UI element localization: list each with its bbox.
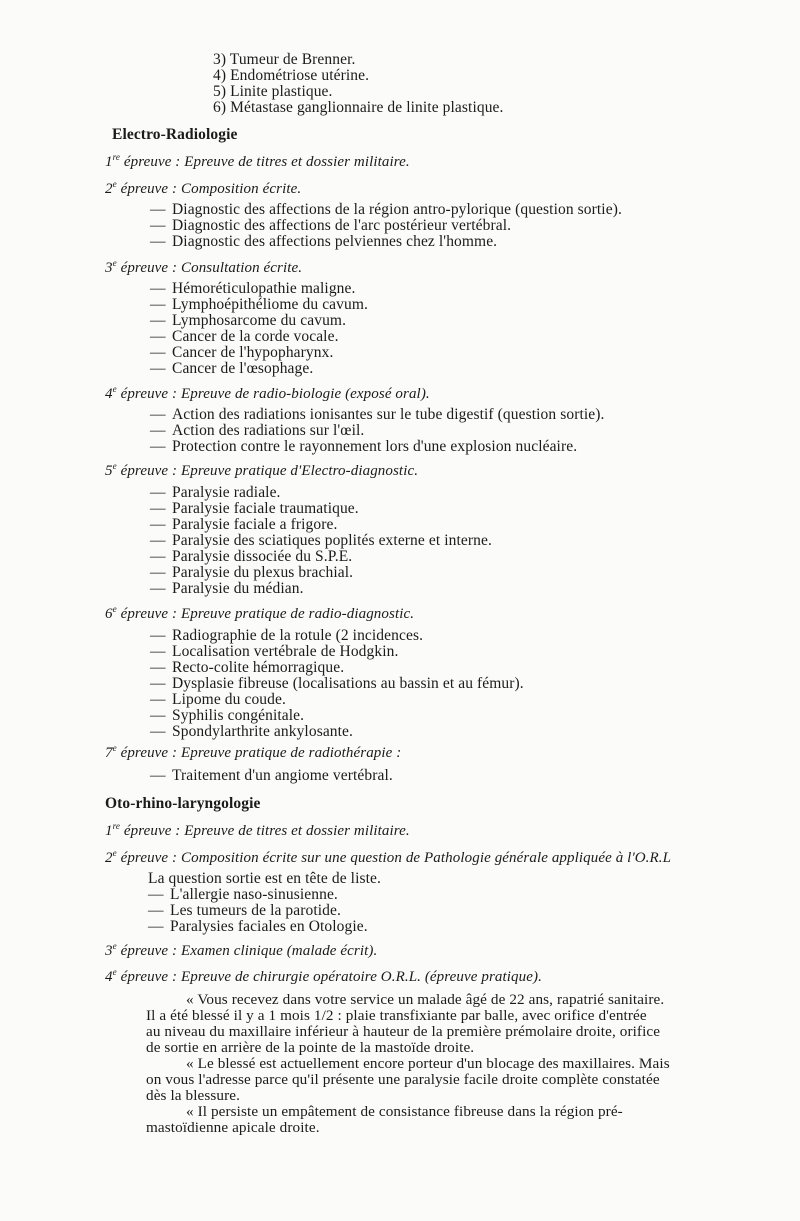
epreuve-num: 4 xyxy=(105,386,113,402)
list-item: — Les tumeurs de la parotide. xyxy=(148,902,341,919)
list-item-metastase: 6) Métastase ganglionnaire de linite plastique. xyxy=(213,99,504,116)
list-item-text: Paralysies faciales en Otologie. xyxy=(170,918,368,935)
list-item-text: Action des radiations sur l'œil. xyxy=(172,422,365,439)
list-item-text: Lymphoépithéliome du cavum. xyxy=(172,296,368,313)
list-item: — Traitement d'un angiome vertébral. xyxy=(150,767,393,784)
epreuve-num: 4 xyxy=(105,969,113,985)
epreuve-num: 3 xyxy=(105,260,113,276)
list-item: — Dysplasie fibreuse (localisations au bassin et au fémur). xyxy=(150,675,524,692)
epreuve-label: épreuve : Consultation écrite. xyxy=(120,260,303,276)
list-item: — Paralysie faciale traumatique. xyxy=(150,500,359,517)
list-item: — Cancer de l'hypopharynx. xyxy=(150,344,334,361)
list-item: — Paralysie des sciatiques poplités externe et interne. xyxy=(150,532,492,549)
epreuve-sup: e xyxy=(112,604,117,614)
list-item-text: Paralysie dissociée du S.P.E. xyxy=(172,548,353,565)
list-item-text: Lipome du coude. xyxy=(172,691,286,708)
list-item: — Diagnostic des affections de l'arc postérieur vertébral. xyxy=(150,217,512,234)
epreuve-label: épreuve : Composition écrite. xyxy=(120,181,302,197)
list-item-text: Diagnostic des affections de l'arc postérieur vertébral. xyxy=(172,217,512,234)
list-item-text: Radiographie de la rotule (2 incidences. xyxy=(172,627,424,644)
epreuve-sup: e xyxy=(112,384,117,394)
list-item: — Localisation vertébrale de Hodgkin. xyxy=(150,643,399,660)
epreuve-sup: e xyxy=(112,461,117,471)
epreuve-2-title xyxy=(105,180,301,198)
list-item-text: Cancer de l'hypopharynx. xyxy=(172,344,334,361)
epreuve-6-title xyxy=(105,605,414,623)
epreuve-1-title xyxy=(105,153,410,171)
list-item-text: Protection contre le rayonnement lors d'une explosion nucléaire. xyxy=(172,438,578,455)
epreuve-sup: e xyxy=(112,941,117,951)
list-item: — Paralysies faciales en Otologie. xyxy=(148,918,368,935)
epreuve-label: épreuve : Epreuve de chirurgie opératoire O.R.L. (épreuve pratique). xyxy=(120,969,542,985)
section-heading-electro-radiologie: Electro-Radiologie xyxy=(112,126,238,143)
orl-epreuve-3-title xyxy=(105,942,377,960)
list-item-text: Action des radiations ionisantes sur le tube digestif (question sortie). xyxy=(172,406,605,423)
orl-epreuve-2-intro: La question sortie est en tête de liste. xyxy=(148,870,381,887)
list-item-text: Cancer de la corde vocale. xyxy=(172,328,339,345)
list-item: — Paralysie radiale. xyxy=(150,484,281,501)
list-item: — Paralysie du plexus brachial. xyxy=(150,564,354,581)
orl-paragraph-line: dès la blessure. xyxy=(146,1087,240,1104)
list-item: — Syphilis congénitale. xyxy=(150,707,305,724)
list-item-text: Localisation vertébrale de Hodgkin. xyxy=(172,643,399,660)
orl-epreuve-4-title xyxy=(105,968,542,986)
list-item-text: Dysplasie fibreuse (localisations au bassin et au fémur). xyxy=(172,675,524,692)
list-item: — Spondylarthrite ankylosante. xyxy=(150,723,354,740)
orl-paragraph-line: « Il persiste un empâtement de consistance fibreuse dans la région pré- xyxy=(186,1103,623,1120)
epreuve-sup: e xyxy=(112,848,117,858)
epreuve-label: épreuve : Epreuve pratique de radiothérapie : xyxy=(120,745,402,761)
list-item-text: Hémoréticulopathie maligne. xyxy=(172,280,356,297)
orl-paragraph-line: on vous l'adresse parce qu'il présente une paralysie facile droite complète constatée xyxy=(146,1071,660,1088)
orl-paragraph-line: mastoïdienne apicale droite. xyxy=(146,1119,320,1136)
epreuve-label: épreuve : Epreuve de titres et dossier militaire. xyxy=(123,154,410,170)
orl-epreuve-2-title xyxy=(105,849,671,867)
list-item-brenner: 3) Tumeur de Brenner. xyxy=(213,51,356,68)
epreuve-sup: e xyxy=(112,967,117,977)
list-item: — Recto-colite hémorragique. xyxy=(150,659,345,676)
list-item: — Radiographie de la rotule (2 incidences. xyxy=(150,627,424,644)
epreuve-label: épreuve : Epreuve de titres et dossier militaire. xyxy=(123,823,410,839)
list-item: — Hémoréticulopathie maligne. xyxy=(150,280,356,297)
list-item: — Protection contre le rayonnement lors d'une explosion nucléaire. xyxy=(150,438,578,455)
list-item: — Lymphoépithéliome du cavum. xyxy=(150,296,368,313)
epreuve-sup: e xyxy=(112,179,117,189)
epreuve-label: épreuve : Epreuve de radio-biologie (exposé oral). xyxy=(120,386,430,402)
epreuve-num: 2 xyxy=(105,850,113,866)
list-item-text: Paralysie faciale a frigore. xyxy=(172,516,338,533)
epreuve-num: 6 xyxy=(105,606,113,622)
list-item-text: Spondylarthrite ankylosante. xyxy=(172,723,354,740)
epreuve-num: 1 xyxy=(105,154,113,170)
epreuve-7-title xyxy=(105,744,401,762)
orl-epreuve-1-title xyxy=(105,822,410,840)
list-item: — Paralysie dissociée du S.P.E. xyxy=(150,548,353,565)
list-item-text: Paralysie des sciatiques poplités externe et interne. xyxy=(172,532,492,549)
list-item: — Lymphosarcome du cavum. xyxy=(150,312,347,329)
epreuve-num: 2 xyxy=(105,181,113,197)
orl-paragraph-line: au niveau du maxillaire inférieur à hauteur de la première prémolaire droite, orifice xyxy=(146,1023,661,1040)
list-item-text: Paralysie faciale traumatique. xyxy=(172,500,359,517)
list-item-linite: 5) Linite plastique. xyxy=(213,83,333,100)
list-item-text: Paralysie du médian. xyxy=(172,580,304,597)
section-heading-orl: Oto-rhino-laryngologie xyxy=(105,795,261,812)
list-item: — Cancer de l'œsophage. xyxy=(150,360,314,377)
list-item-text: Paralysie du plexus brachial. xyxy=(172,564,354,581)
list-item-text: Cancer de l'œsophage. xyxy=(172,360,314,377)
epreuve-num: 3 xyxy=(105,943,113,959)
list-item-text: Paralysie radiale. xyxy=(172,484,281,501)
list-item: — Cancer de la corde vocale. xyxy=(150,328,339,345)
list-item: — Action des radiations sur l'œil. xyxy=(150,422,365,439)
epreuve-num: 5 xyxy=(105,463,113,479)
list-item-text: L'allergie naso-sinusienne. xyxy=(170,886,338,903)
epreuve-4-title xyxy=(105,385,430,403)
epreuve-3-title xyxy=(105,259,302,277)
epreuve-sup: re xyxy=(112,821,120,831)
list-item-text: Diagnostic des affections de la région antro-pylorique (question sortie). xyxy=(172,201,622,218)
list-item: — Diagnostic des affections pelviennes chez l'homme. xyxy=(150,233,498,250)
list-item-text: Les tumeurs de la parotide. xyxy=(170,902,341,919)
orl-paragraph-line: de sortie en arrière de la pointe de la mastoïde droite. xyxy=(146,1039,475,1056)
epreuve-label: épreuve : Examen clinique (malade écrit). xyxy=(120,943,378,959)
epreuve-num: 1 xyxy=(105,823,113,839)
epreuve-sup: e xyxy=(112,743,117,753)
list-item-endometriose: 4) Endométriose utérine. xyxy=(213,67,370,84)
list-item: — Action des radiations ionisantes sur le tube digestif (question sortie). xyxy=(150,406,605,423)
orl-paragraph-line: Il a été blessé il y a 1 mois 1/2 : plaie transfixiante par balle, avec orifice d'entrée xyxy=(146,1007,647,1024)
list-item-text: Diagnostic des affections pelviennes chez l'homme. xyxy=(172,233,498,250)
list-item: — Paralysie du médian. xyxy=(150,580,304,597)
list-item-text: Lymphosarcome du cavum. xyxy=(172,312,347,329)
epreuve-5-title xyxy=(105,462,418,480)
list-item: — Diagnostic des affections de la région antro-pylorique (question sortie). xyxy=(150,201,622,218)
list-item: — Lipome du coude. xyxy=(150,691,286,708)
list-item-text: Syphilis congénitale. xyxy=(172,707,305,724)
epreuve-num: 7 xyxy=(105,745,113,761)
epreuve-sup: e xyxy=(112,258,117,268)
list-item: — L'allergie naso-sinusienne. xyxy=(148,886,338,903)
epreuve-label: épreuve : Composition écrite sur une question de Pathologie générale appliquée à l'O.R.L xyxy=(120,850,672,866)
list-item: — Paralysie faciale a frigore. xyxy=(150,516,338,533)
epreuve-label: épreuve : Epreuve pratique d'Electro-diagnostic. xyxy=(120,463,419,479)
epreuve-label: épreuve : Epreuve pratique de radio-diagnostic. xyxy=(120,606,415,622)
orl-paragraph-line: « Vous recevez dans votre service un malade âgé de 22 ans, rapatrié sanitaire. xyxy=(186,991,665,1008)
epreuve-sup: re xyxy=(112,152,120,162)
orl-paragraph-line: « Le blessé est actuellement encore porteur d'un blocage des maxillaires. Mais xyxy=(186,1055,670,1072)
list-item-text: Recto-colite hémorragique. xyxy=(172,659,345,676)
list-item-text: Traitement d'un angiome vertébral. xyxy=(172,767,393,784)
